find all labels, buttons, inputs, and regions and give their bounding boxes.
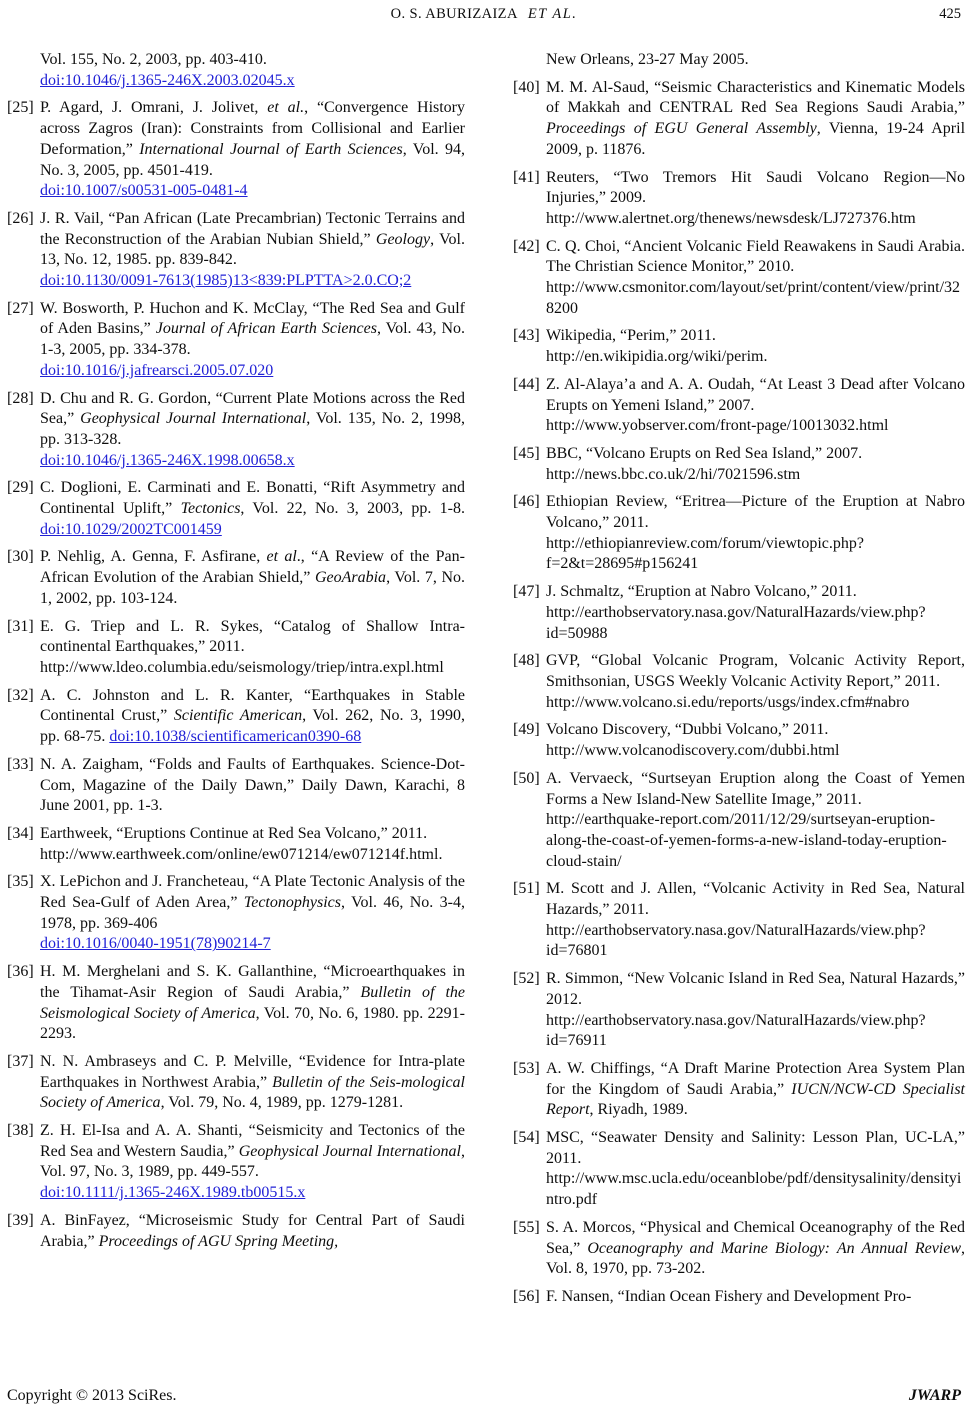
url-text: http://www.msc.ucla.edu/oceanblobe/pdf/densitysalinity/densityintro.pdf bbox=[546, 1170, 962, 1209]
reference-number: [52] bbox=[513, 970, 540, 988]
reference-number: [29] bbox=[7, 479, 34, 497]
doi-link[interactable]: doi:10.1038/scientificamerican0390-68 bbox=[109, 728, 362, 746]
url-text: http://ethiopianreview.com/forum/viewtopic.php?f=2&t=28695#p156241 bbox=[546, 534, 864, 573]
author-name: O. S. ABURIZAIZA bbox=[390, 6, 518, 22]
reference-number: [54] bbox=[513, 1129, 540, 1147]
reference-segment: , “Convergence History across Zagros (Iran): Constraints from Collisional and Earlier Deformation,” bbox=[40, 99, 466, 158]
reference-segment: F. Nansen, “Indian Ocean Fishery and Development Pro- bbox=[546, 1287, 912, 1305]
reference-number: [30] bbox=[7, 548, 34, 566]
reference-segment: GeoArabia bbox=[314, 569, 387, 587]
reference-text bbox=[546, 969, 965, 1052]
reference-item bbox=[7, 98, 465, 202]
reference-number: [41] bbox=[513, 168, 540, 186]
reference-segment: MSC, “Seawater Density and Salinity: Lesson Plan, UC-LA,” 2011. bbox=[546, 1129, 965, 1167]
reference-item bbox=[7, 824, 465, 865]
doi-link[interactable]: doi:10.1046/j.1365-246X.1998.00658.x bbox=[40, 451, 295, 469]
reference-segment: Proceedings of AGU Spring Meeting, bbox=[98, 1232, 339, 1250]
url-text: http://earthquake-report.com/2011/12/29/surtseyan-eruption-along-the-coast-of-yemen-forms-a-new-island-today-eruption-cloud-stain/ bbox=[546, 811, 947, 870]
reference-item bbox=[7, 1211, 465, 1252]
reference-item bbox=[513, 1287, 965, 1308]
reference-item bbox=[7, 617, 465, 679]
reference-item bbox=[7, 755, 465, 817]
reference-text bbox=[546, 444, 965, 485]
reference-segment: D. Chu and R. G. Gordon, “Current Plate Motions across the Red Sea,” bbox=[40, 389, 465, 428]
reference-segment: N. A. Zaigham, “Folds and Faults of Earthquakes. Science-Dot-Com, Magazine of the Daily Dawn,” Daily Dawn, Karachi, 8 June 2001, pp. 1-3. bbox=[40, 755, 465, 815]
reference-number: [36] bbox=[7, 963, 34, 981]
reference-segment: Bulletin of the Seismological Society of America bbox=[40, 983, 465, 1022]
doi-link[interactable]: doi:10.1029/2002TC001459 bbox=[40, 520, 222, 538]
references-right-column bbox=[513, 50, 965, 1315]
reference-segment: , Vol. 262, No. 3, 1990, pp. 68-75. bbox=[40, 707, 465, 746]
reference-segment: Proceedings of EGU General Assembly bbox=[546, 120, 817, 138]
reference-number: [26] bbox=[7, 209, 34, 227]
reference-segment: GVP, “Global Volcanic Program, Volcanic Activity Report, Smithsonian, USGS Weekly Volcanic Activity Report,” 2011. bbox=[546, 652, 965, 690]
reference-item bbox=[7, 209, 465, 292]
reference-text bbox=[546, 651, 965, 713]
reference-text bbox=[40, 872, 465, 955]
url-text: http://www.ldeo.columbia.edu/seismology/triep/intra.expl.html bbox=[40, 658, 444, 676]
et-al-label: ET AL. bbox=[527, 6, 578, 22]
reference-segment: Earthweek, “Eruptions Continue at Red Sea Volcano,” 2011. bbox=[40, 824, 428, 842]
reference-segment: , Vol. 97, No. 3, 1989, pp. 449-557. bbox=[40, 1142, 466, 1181]
url-text: http://www.earthweek.com/online/ew071214/ew071214f.html. bbox=[40, 845, 443, 863]
reference-number: [42] bbox=[513, 237, 540, 255]
reference-text bbox=[40, 686, 465, 748]
reference-item bbox=[513, 720, 965, 761]
doi-link[interactable]: doi:10.1046/j.1365-246X.2003.02045.x bbox=[40, 71, 295, 89]
reference-segment: Scientific American bbox=[173, 707, 303, 725]
reference-segment: , Vol. 7, No. 1, 2002, pp. 103-124. bbox=[40, 569, 465, 607]
reference-text bbox=[546, 769, 965, 873]
reference-text bbox=[40, 98, 465, 202]
reference-number: [37] bbox=[7, 1052, 34, 1070]
reference-segment: A. Vervaeck, “Surtseyan Eruption along the Coast of Yemen Forms a New Island-New Satellite Image,” 2011. bbox=[546, 769, 965, 808]
reference-number: [31] bbox=[7, 617, 34, 635]
reference-item bbox=[7, 50, 465, 91]
reference-segment: C. Doglioni, E. Carminati and E. Bonatti, “Rift Asymmetry and Continental Uplift,” bbox=[40, 479, 465, 518]
reference-segment: A. C. Johnston and L. R. Kanter, “Earthquakes in Stable Continental Crust,” bbox=[40, 686, 465, 725]
reference-segment: Vol. 155, No. 2, 2003, pp. 403-410. bbox=[40, 51, 267, 68]
reference-number bbox=[7, 50, 40, 91]
reference-text bbox=[40, 478, 465, 540]
reference-item bbox=[513, 444, 965, 485]
running-header bbox=[7, 4, 961, 26]
reference-segment: A. BinFayez, “Microseismic Study for Central Part of Saudi Arabia,” bbox=[40, 1211, 465, 1250]
reference-item bbox=[7, 686, 465, 748]
reference-item bbox=[7, 1052, 465, 1114]
reference-number: [25] bbox=[7, 99, 34, 117]
reference-text bbox=[40, 50, 465, 91]
reference-item bbox=[513, 375, 965, 437]
reference-text bbox=[40, 1211, 465, 1252]
reference-text bbox=[546, 50, 965, 71]
doi-link[interactable]: doi:10.1016/j.jafrearsci.2005.07.020 bbox=[40, 361, 274, 379]
reference-item bbox=[7, 872, 465, 955]
reference-segment: , Vol. 135, No. 2, 1998, pp. 313-328. bbox=[40, 410, 466, 448]
reference-text bbox=[546, 1287, 965, 1308]
reference-number: [55] bbox=[513, 1218, 540, 1236]
url-text: http://www.csmonitor.com/layout/set/print/content/view/print/328200 bbox=[546, 279, 961, 317]
reference-number: [35] bbox=[7, 873, 34, 891]
reference-item bbox=[7, 478, 465, 540]
reference-segment: IUCN/NCW-CD Specialist Report bbox=[546, 1080, 965, 1119]
page-footer bbox=[7, 1387, 961, 1405]
reference-text bbox=[40, 1052, 465, 1114]
reference-segment: International Journal of Earth Sciences bbox=[139, 140, 403, 158]
reference-segment: , Vol. 70, No. 6, 1980. pp. 2291-2293. bbox=[40, 1004, 465, 1043]
reference-text bbox=[40, 962, 465, 1045]
reference-segment: J. Schmaltz, “Eruption at Nabro Volcano,” 2011. bbox=[546, 583, 857, 601]
reference-segment: , Vol. 46, No. 3-4, 1978, pp. 369-406 bbox=[40, 894, 466, 932]
reference-segment: , Vol. 13, No. 12, 1985. pp. 839-842. bbox=[40, 230, 466, 269]
reference-item bbox=[513, 492, 965, 575]
url-text: http://en.wikipidia.org/wiki/perim. bbox=[546, 348, 768, 366]
journal-abbreviation: JWARP bbox=[908, 1387, 961, 1404]
reference-segment: Wikipedia, “Perim,” 2011. bbox=[546, 327, 716, 345]
reference-item bbox=[7, 299, 465, 382]
reference-segment: Tectonophysics bbox=[243, 894, 341, 912]
reference-segment: Reuters, “Two Tremors Hit Saudi Volcano Region—No Injuries,” 2009. bbox=[546, 168, 965, 207]
reference-segment: Z. H. El-Isa and A. A. Shanti, “Seismicity and Tectonics of the Red Sea and Western Saudia,” bbox=[40, 1122, 465, 1160]
reference-number: [56] bbox=[513, 1287, 540, 1305]
url-text: http://www.volcanodiscovery.com/dubbi.html bbox=[546, 742, 840, 760]
reference-number: [44] bbox=[513, 375, 540, 393]
reference-item bbox=[513, 1218, 965, 1280]
reference-item bbox=[513, 1128, 965, 1211]
reference-text bbox=[40, 209, 465, 292]
reference-item bbox=[513, 969, 965, 1052]
reference-text bbox=[546, 375, 965, 437]
reference-text bbox=[546, 1218, 965, 1280]
reference-segment: P. Agard, J. Omrani, J. Jolivet, bbox=[40, 99, 268, 117]
url-text: http://www.volcano.si.edu/reports/usgs/index.cfm#nabro bbox=[546, 693, 910, 711]
reference-number: [53] bbox=[513, 1059, 540, 1077]
doi-link[interactable]: doi:10.1007/s00531-005-0481-4 bbox=[40, 182, 248, 200]
reference-number: [40] bbox=[513, 78, 540, 96]
doi-link[interactable]: doi:10.1111/j.1365-246X.1989.tb00515.x bbox=[40, 1184, 306, 1202]
reference-item bbox=[7, 962, 465, 1045]
references-section bbox=[7, 50, 965, 1315]
reference-segment: Geology bbox=[375, 230, 431, 248]
reference-item bbox=[513, 78, 965, 161]
reference-number: [43] bbox=[513, 327, 540, 345]
reference-segment: C. Q. Choi, “Ancient Volcanic Field Reawakens in Saudi Arabia. The Christian Science Monitor,” 2010. bbox=[546, 237, 965, 276]
reference-number: [28] bbox=[7, 389, 34, 407]
reference-number: [51] bbox=[513, 880, 540, 898]
reference-segment: N. N. Ambraseys and C. P. Melville, “Evidence for Intra-plate Earthquakes in Northwest Arabia,” bbox=[40, 1052, 465, 1091]
reference-item bbox=[513, 879, 965, 962]
reference-segment: , Vienna, 19-24 April 2009, p. 11876. bbox=[546, 120, 966, 158]
reference-number bbox=[513, 50, 546, 71]
reference-item bbox=[513, 168, 965, 230]
reference-text bbox=[546, 1128, 965, 1211]
reference-number: [45] bbox=[513, 444, 540, 462]
reference-number: [49] bbox=[513, 721, 540, 739]
references-left-column bbox=[7, 50, 465, 1315]
reference-segment: , Riyadh, 1989. bbox=[589, 1101, 688, 1119]
reference-segment: S. A. Morcos, “Physical and Chemical Oceanography of the Red Sea,” bbox=[546, 1218, 965, 1257]
reference-text bbox=[40, 389, 465, 472]
reference-number: [47] bbox=[513, 583, 540, 601]
reference-segment: , Vol. 8, 1970, pp. 73-202. bbox=[546, 1239, 966, 1278]
reference-item bbox=[513, 582, 965, 644]
reference-text bbox=[40, 299, 465, 382]
reference-segment: A. W. Chiffings, “A Draft Marine Protection Area System Plan for the Kingdom of Saudi Arabia,” bbox=[546, 1059, 965, 1098]
reference-number: [27] bbox=[7, 299, 34, 317]
reference-segment: New Orleans, 23-27 May 2005. bbox=[546, 51, 749, 68]
page-number: 425 bbox=[939, 6, 961, 22]
reference-segment: E. G. Triep and L. R. Sykes, “Catalog of Shallow Intra-continental Earthquakes,” 2011. bbox=[40, 617, 465, 656]
reference-number: [38] bbox=[7, 1122, 34, 1140]
reference-text bbox=[546, 1059, 965, 1121]
reference-item bbox=[7, 547, 465, 609]
reference-text bbox=[546, 326, 965, 367]
reference-text bbox=[40, 1121, 465, 1204]
reference-text bbox=[546, 492, 965, 575]
reference-segment: Bulletin of the Seis-mological Society of America bbox=[40, 1073, 465, 1112]
reference-segment: H. M. Merghelani and S. K. Gallanthine, “Microearthquakes in the Tihamat-Asir Region of Saudi Arabia,” bbox=[40, 963, 465, 1001]
reference-item bbox=[7, 1121, 465, 1204]
reference-item bbox=[513, 237, 965, 320]
reference-segment: et al. bbox=[267, 99, 305, 117]
reference-segment: Tectonics bbox=[180, 500, 241, 518]
reference-item bbox=[513, 1059, 965, 1121]
reference-text bbox=[546, 78, 965, 161]
reference-item bbox=[513, 326, 965, 367]
reference-segment: Geophysical Journal International bbox=[80, 410, 307, 428]
copyright-notice: Copyright © 2013 SciRes. bbox=[7, 1387, 177, 1404]
reference-segment: Oceanography and Marine Biology: An Annual Review bbox=[587, 1239, 962, 1257]
reference-segment: , Vol. 22, No. 3, 2003, pp. 1-8. bbox=[240, 500, 465, 518]
reference-text bbox=[40, 824, 465, 865]
reference-number: [32] bbox=[7, 686, 34, 704]
reference-number: [50] bbox=[513, 769, 540, 787]
doi-link[interactable]: doi:10.1016/0040-1951(78)90214-7 bbox=[40, 935, 271, 953]
reference-segment: , Vol. 43, No. 1-3, 2005, pp. 334-378. bbox=[40, 320, 465, 359]
url-text: http://earthobservatory.nasa.gov/NaturalHazards/view.php?id=76801 bbox=[546, 921, 926, 960]
reference-text bbox=[40, 755, 465, 817]
reference-segment: , Vol. 94, No. 3, 2005, pp. 4501-419. bbox=[40, 140, 465, 179]
reference-text bbox=[546, 237, 965, 320]
reference-item bbox=[513, 651, 965, 713]
running-title bbox=[7, 4, 961, 24]
reference-segment: BBC, “Volcano Erupts on Red Sea Island,” 2007. bbox=[546, 444, 863, 462]
reference-text bbox=[40, 617, 465, 679]
reference-segment: Geophysical Journal International bbox=[238, 1142, 462, 1160]
reference-text bbox=[40, 547, 465, 609]
url-text: http://news.bbc.co.uk/2/hi/7021596.stm bbox=[546, 465, 801, 483]
doi-link[interactable]: doi:10.1130/0091-7613(1985)13<839:PLPTTA>2.0.CO;2 bbox=[40, 272, 412, 290]
reference-segment: W. Bosworth, P. Huchon and K. McClay, “The Red Sea and Gulf of Aden Basins,” bbox=[40, 299, 465, 338]
reference-segment: R. Simmon, “New Volcanic Island in Red Sea, Natural Hazards,” 2012. bbox=[546, 970, 965, 1008]
reference-segment: X. LePichon and J. Francheteau, “A Plate Tectonic Analysis of the Red Sea-Gulf of Aden Area,” bbox=[40, 873, 465, 912]
reference-text bbox=[546, 879, 965, 962]
url-text: http://www.alertnet.org/thenews/newsdesk/LJ727376.htm bbox=[546, 209, 916, 227]
reference-segment: Journal of African Earth Sciences bbox=[155, 320, 377, 338]
reference-number: [46] bbox=[513, 493, 540, 511]
reference-segment: Ethiopian Review, “Eritrea—Picture of the Eruption at Nabro Volcano,” 2011. bbox=[546, 493, 965, 532]
url-text: http://earthobservatory.nasa.gov/NaturalHazards/view.php?id=50988 bbox=[546, 603, 926, 642]
reference-number: [34] bbox=[7, 824, 34, 842]
reference-segment: ., “A Review of the Pan-African Evolution of the Arabian Shield,” bbox=[40, 548, 465, 587]
reference-segment: M. Scott and J. Allen, “Volcanic Activity in Red Sea, Natural Hazards,” 2011. bbox=[546, 880, 965, 919]
reference-segment: , Vol. 79, No. 4, 1989, pp. 1279-1281. bbox=[160, 1094, 404, 1112]
reference-number: [39] bbox=[7, 1211, 34, 1229]
reference-segment: J. R. Vail, “Pan African (Late Precambrian) Tectonic Terrains and the Reconstruction of the Arabian Nubian Shield,” bbox=[40, 209, 465, 248]
reference-text bbox=[546, 582, 965, 644]
reference-segment: et al bbox=[266, 548, 297, 566]
reference-number: [48] bbox=[513, 652, 540, 670]
reference-item bbox=[513, 769, 965, 873]
reference-segment: Z. Al-Alaya’a and A. A. Oudah, “At Least 3 Dead after Volcano Erupts on Yemeni Island,” 2007. bbox=[546, 375, 965, 414]
reference-text bbox=[546, 720, 965, 761]
reference-segment: M. M. Al-Saud, “Seismic Characteristics and Kinematic Models of Makkah and CENTRAL Red Sea Regions Saudi Arabia,” bbox=[546, 78, 965, 117]
reference-text bbox=[546, 168, 965, 230]
reference-segment: P. Nehlig, A. Genna, F. Asfirane, bbox=[40, 548, 267, 566]
reference-segment: Volcano Discovery, “Dubbi Volcano,” 2011. bbox=[546, 721, 829, 739]
url-text: http://earthobservatory.nasa.gov/NaturalHazards/view.php?id=76911 bbox=[546, 1011, 926, 1050]
reference-item bbox=[7, 389, 465, 472]
reference-item bbox=[513, 50, 965, 71]
url-text: http://www.yobserver.com/front-page/10013032.html bbox=[546, 417, 889, 435]
reference-number: [33] bbox=[7, 755, 34, 773]
